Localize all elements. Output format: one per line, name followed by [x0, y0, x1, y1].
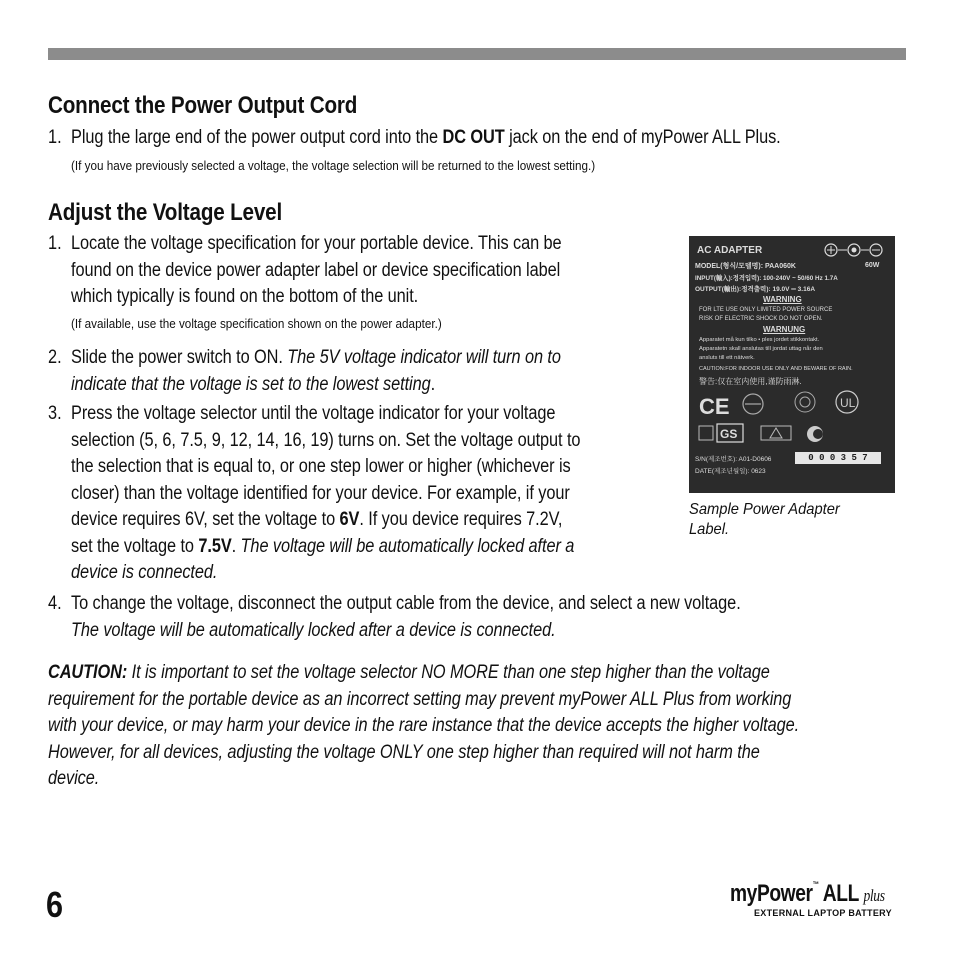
photo-text: INPUT(輸入):정격입력): 100-240V ~ 50/60 Hz 1.7A	[695, 275, 838, 282]
list-number: 4.	[48, 593, 62, 614]
photo-caption: Sample Power Adapter Label.	[689, 501, 840, 538]
instruction-text	[71, 125, 781, 152]
instruction-text: Locate the voltage specification for your portable device. This can be found on the device power adapter label or device specification label which typically is found on the bottom of the unit.	[71, 233, 562, 307]
instruction-note: (If you have previously selected a voltage, the voltage selection will be returned to the lowest setting.)	[71, 158, 596, 173]
brand-logo	[730, 880, 910, 920]
svg-text:UL: UL	[840, 396, 856, 410]
list-number: 2.	[48, 347, 62, 368]
list-number: 3.	[48, 403, 62, 424]
serial-number-sticker: 0 0 0 3 5 7	[795, 452, 881, 464]
photo-text: ansluts till ett nätverk.	[699, 355, 755, 361]
photo-text: Apparatetn skall anslutas till jordat uttag når den	[699, 346, 823, 352]
instruction-text: To change the voltage, disconnect the output cable from the device, and select a new voltage. The voltage will be automatically locked after a device is connected.	[71, 593, 741, 641]
photo-text: WARNUNG	[763, 325, 806, 334]
photo-text: 警告:仅在室内使用,谨防雨淋.	[699, 377, 802, 386]
power-adapter-label-photo	[689, 236, 895, 493]
photo-text: RISK OF ELECTRIC SHOCK DO NOT OPEN.	[699, 316, 823, 322]
polarity-icon	[821, 241, 887, 259]
svg-text:GS: GS	[720, 427, 738, 441]
instruction-text: Slide the power switch to ON. The 5V voltage indicator will turn on to indicate that the voltage is set to the lowest setting.	[71, 347, 561, 395]
photo-text: OUTPUT(輸出):정격출력): 19.0V ═ 3.16A	[695, 286, 816, 293]
brand-name: myPower™ ALL plus	[730, 880, 885, 907]
list-number: 1.	[48, 233, 62, 254]
section-heading-connect-cord: Connect the Power Output Cord	[48, 92, 358, 119]
photo-text: AC ADAPTER	[697, 245, 763, 256]
photo-text: WARNING	[763, 295, 802, 304]
caution-paragraph: CAUTION: It is important to set the voltage selector NO MORE than one step higher than the voltage requirement for the portable device as an incorrect setting may prevent myPower ALL Plus from working with your device, or may harm your device in the rare instance that the device accepts the higher voltage. However, for all devices, adjusting the voltage ONLY one step higher than required will not harm the device.	[48, 662, 800, 789]
photo-text: CAUTION:FOR INDOOR USE ONLY AND BEWARE OF RAIN.	[699, 366, 853, 372]
instruction-text: Press the voltage selector until the voltage indicator for your voltage selection (5, 6, 7.5, 9, 12, 14, 16, 19) turns on. Set the voltage output to the selection that is equal to, or one step lower or higher (whichever is closer) than the voltage identified for your device. For example, if your device requires 6V, set the voltage to 6V. If you device requires 7.2V, set the voltage to 7.5V. The voltage will be automatically locked after a device is connected.	[71, 403, 581, 583]
text-run: jack on the end of myPower ALL Plus.	[504, 127, 781, 148]
brand-subtitle: EXTERNAL LAPTOP BATTERY	[754, 908, 892, 918]
header-rule	[48, 48, 906, 60]
list-number: 1.	[48, 127, 62, 148]
text-run: Plug the large end of the power output cord into the	[71, 127, 443, 148]
photo-text: S/N(제조번호): A01-D0606	[695, 456, 772, 463]
photo-text: 60W	[865, 262, 880, 269]
instruction-note: (If available, use the voltage specification shown on the power adapter.)	[71, 316, 442, 331]
section-heading-adjust-voltage: Adjust the Voltage Level	[48, 199, 283, 226]
caution-label: CAUTION:	[48, 662, 128, 683]
svg-text:CE: CE	[699, 394, 730, 419]
dc-out-label: DC OUT	[442, 127, 505, 148]
photo-text: DATE(제조년월일): 0623	[695, 468, 766, 475]
photo-text: MODEL(형식/모델명): PAA060K	[695, 263, 796, 270]
certification-marks-icon	[695, 388, 891, 450]
photo-text: FOR LTE USE ONLY LIMITED POWER SOURCE	[699, 307, 833, 313]
photo-text: Apparatet må kun tilko • ples jordet stikkontakt.	[699, 337, 820, 343]
page-number: 6	[46, 884, 64, 925]
